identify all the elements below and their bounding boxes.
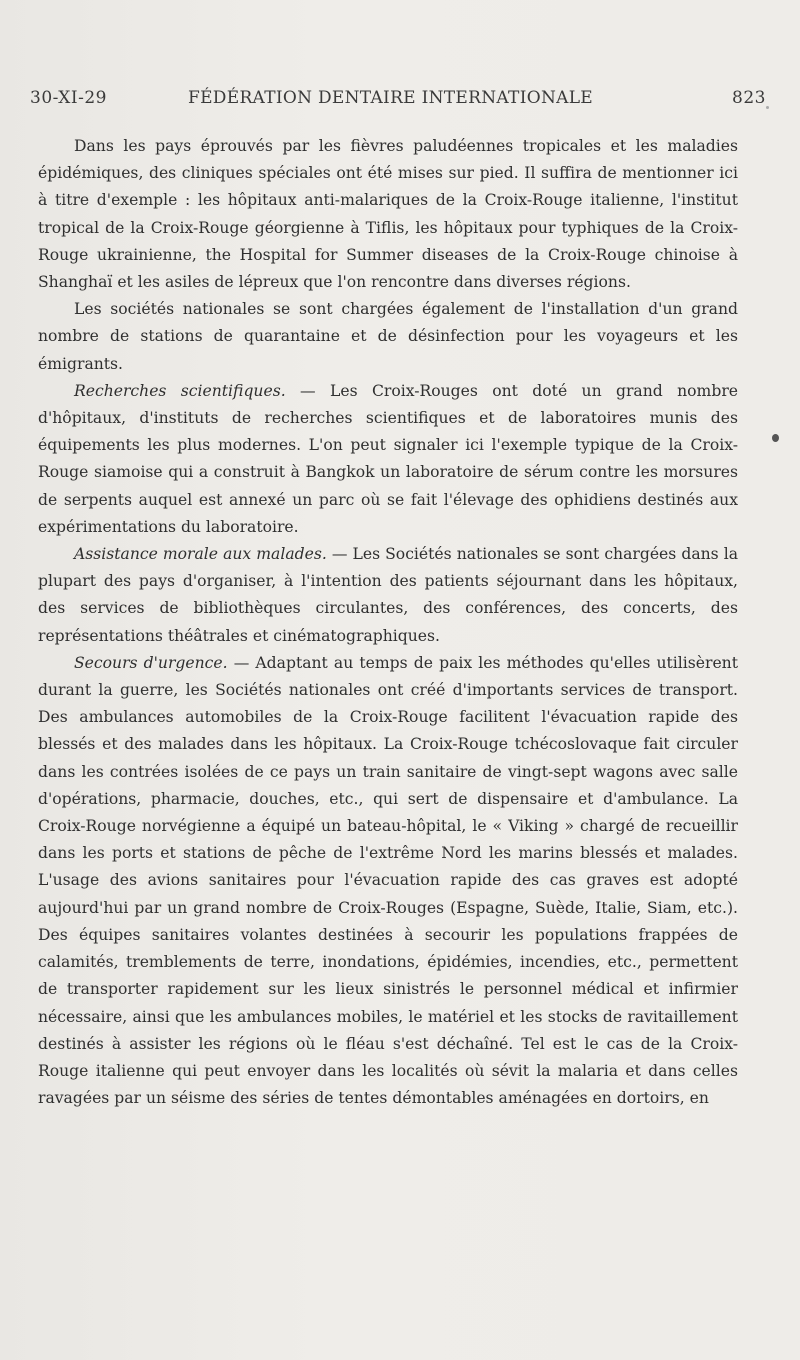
section-heading: Recherches scientifiques. xyxy=(74,381,286,400)
page-number: 823 xyxy=(732,88,766,108)
paragraph xyxy=(38,541,738,650)
paragraph-text: — Les Sociétés nationales se sont chargées dans la plupart des pays d'organiser, à l'intention des patients séjournant dans les hôpitaux, des services de bibliothèques circulantes, des conférences, des concerts, des représentations théâtrales et cinématographiques. xyxy=(38,545,738,645)
paragraph-text: Les sociétés nationales se sont chargées également de l'installation d'un grand nombre de stations de quarantaine et de désinfection pour les voyageurs et les émigrants. xyxy=(38,300,738,373)
section-heading: Assistance morale aux malades. xyxy=(74,545,327,564)
paragraph xyxy=(38,296,738,378)
paragraph-text: — Adaptant au temps de paix les méthodes qu'elles utilisèrent durant la guerre, les Sociétés nationales ont créé d'importants services de transport. Des ambulances automobiles de la Croix-Rouge facilitent l'évacuation rapide des blessés et des malades dans les hôpitaux. La Croix-Rouge tchécoslovaque fait circuler dans les contrées isolées de ce pays un train sanitaire de vingt-sept wagons avec salle d'opérations, pharmacie, douches, etc., qui sert de dispensaire et d'ambulance. La Croix-Rouge norvégienne a équipé un bateau-hôpital, le « Viking » chargé de recueillir dans les ports et stations de pêche de l'extrême Nord les marins blessés et malades. L'usage des avions sanitaires pour l'évacuation rapide des cas graves est adopté aujourd'hui par un grand nombre de Croix-Rouges (Espagne, Suède, Italie, Siam, etc.). Des équipes sanitaires volantes destinées à secourir les populations frappées de calamités, tremblements de terre, inondations, épidémies, incendies, etc., permettent de transporter rapidement sur les lieux sinistrés le personnel médical et infirmier nécessaire, ainsi que les ambulances mobiles, le matériel et les stocks de ravitaillement destinés à assister les régions où le fléau s'est déchaîné. Tel est le cas de la Croix-Rouge italienne qui peut envoyer dans les localités où sévit la malaria et dans celles ravagées par un séisme des séries de tentes démontables aménagées en dortoirs, en xyxy=(38,653,738,1108)
margin-dot-mark xyxy=(772,434,779,442)
paragraph-text: Dans les pays éprouvés par les fièvres paludéennes tropicales et les maladies épidémiques, des cliniques spéciales ont été mises sur pied. Il suffira de mentionner ici à titre d'exemple : les hôpitaux anti-malariques de la Croix-Rouge italienne, l'institut tropical de la Croix-Rouge géorgienne à Tiflis, les hôpitaux pour typhiques de la Croix-Rouge ukrainienne, the Hospital for Summer diseases de la Croix-Rouge chinoise à Shanghaï et les asiles de lépreux que l'on rencontre dans diverses régions. xyxy=(38,137,738,292)
section-heading: Secours d'urgence. xyxy=(74,653,228,672)
header-date: 30-XI-29 xyxy=(30,88,107,108)
paragraph-text: — Les Croix-Rouges ont doté un grand nombre d'hôpitaux, d'instituts de recherches scientifiques et de laboratoires munis des équipements les plus modernes. L'on peut signaler ici l'exemple typique de la Croix-Rouge siamoise qui a construit à Bangkok un laboratoire de sérum contre les morsures de serpents auquel est annexé un parc où se fait l'élevage des ophidiens destinés aux expérimentations du laboratoire. xyxy=(38,381,738,536)
speck-mark xyxy=(766,106,769,109)
running-header xyxy=(30,88,770,118)
paragraph xyxy=(38,650,738,1112)
body-text xyxy=(38,133,738,1112)
header-title: FÉDÉRATION DENTAIRE INTERNATIONALE xyxy=(188,88,593,108)
paragraph xyxy=(38,133,738,296)
paragraph xyxy=(38,378,738,541)
